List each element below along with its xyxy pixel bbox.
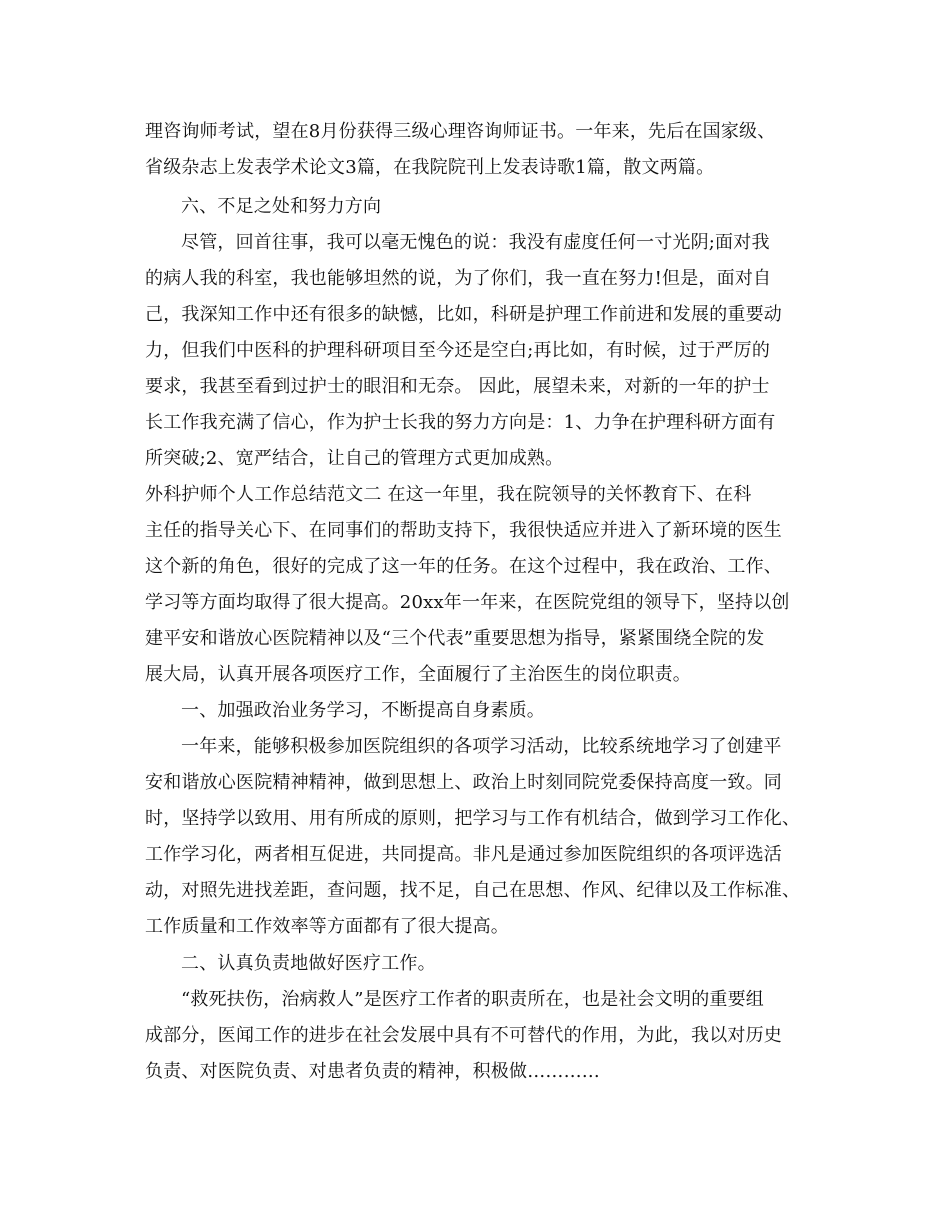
text-line: 省级杂志上发表学术论文3篇，在我院院刊上发表诗歌1篇，散文两篇。 <box>145 157 715 178</box>
text-line: 要求，我甚至看到过护士的眼泪和无奈。 因此，展望未来，对新的一年的护士 <box>145 376 770 397</box>
text-line: 工作质量和工作效率等方面都有了很大提高。 <box>145 916 509 937</box>
text-line: 工作学习化，两者相互促进，共同提高。非凡是通过参加医院组织的各项评选活 <box>145 844 782 865</box>
text-line: 长工作我充满了信心，作为护士长我的努力方向是：1、力争在护理科研方面有 <box>145 412 776 433</box>
text-line: 安和谐放心医院精神精神，做到思想上、政治上时刻同院党委保持高度一致。同 <box>145 772 782 793</box>
section-heading: 六、不足之处和努力方向 <box>181 196 382 217</box>
text-line: 展大局，认真开展各项医疗工作，全面履行了主治医生的岗位职责。 <box>145 664 691 685</box>
text-line: 成部分，医闻工作的进步在社会发展中具有不可替代的作用，为此，我以对历史 <box>145 1025 782 1046</box>
text-line: 所突破;2、宽严结合，让自己的管理方式更加成熟。 <box>145 448 564 469</box>
text-line: 建平安和谐放心医院精神以及“三个代表”重要思想为指导，紧紧围绕全院的发 <box>145 628 765 649</box>
text-line: 这个新的角色，很好的完成了这一年的任务。在这个过程中，我在政治、工作、 <box>145 556 782 577</box>
text-line: 尽管，回首往事，我可以毫无愧色的说：我没有虚度任何一寸光阴;面对我 <box>181 232 770 253</box>
text-line: 的病人我的科室，我也能够坦然的说，为了你们，我一直在努力!但是，面对自 <box>145 268 772 289</box>
text-line: 动，对照先进找差距，查问题，找不足，自己在思想、作风、纪律以及工作标准、 <box>145 880 801 901</box>
text-line: 一年来，能够积极参加医院组织的各项学习活动，比较系统地学习了创建平 <box>181 736 782 757</box>
text-line: 负责、对医院负责、对患者负责的精神，积极做………… <box>145 1061 600 1082</box>
text-line: 外科护师个人工作总结范文二 在这一年里，我在院领导的关怀教育下、在科 <box>145 484 752 505</box>
section-heading: 一、加强政治业务学习，不断提高自身素质。 <box>181 700 545 721</box>
text-line: 主任的指导关心下、在同事们的帮助支持下，我很快适应并进入了新环境的医生 <box>145 520 782 541</box>
text-line: 学习等方面均取得了很大提高。20xx年一年来，在医院党组的领导下，坚持以创 <box>145 592 790 613</box>
text-line: 己，我深知工作中还有很多的缺憾，比如，科研是护理工作前进和发展的重要动 <box>145 304 782 325</box>
text-line: 力，但我们中医科的护理科研项目至今还是空白;再比如，有时候，过于严厉的 <box>145 340 771 361</box>
text-line: 时，坚持学以致用、用有所成的原则，把学习与工作有机结合，做到学习工作化、 <box>145 808 801 829</box>
text-line: 理咨询师考试，望在8月份获得三级心理咨询师证书。一年来，先后在国家级、 <box>145 121 776 142</box>
text-line: “救死扶伤，治病救人”是医疗工作者的职责所在，也是社会文明的重要组 <box>181 989 765 1010</box>
section-heading: 二、认真负责地做好医疗工作。 <box>181 953 436 974</box>
